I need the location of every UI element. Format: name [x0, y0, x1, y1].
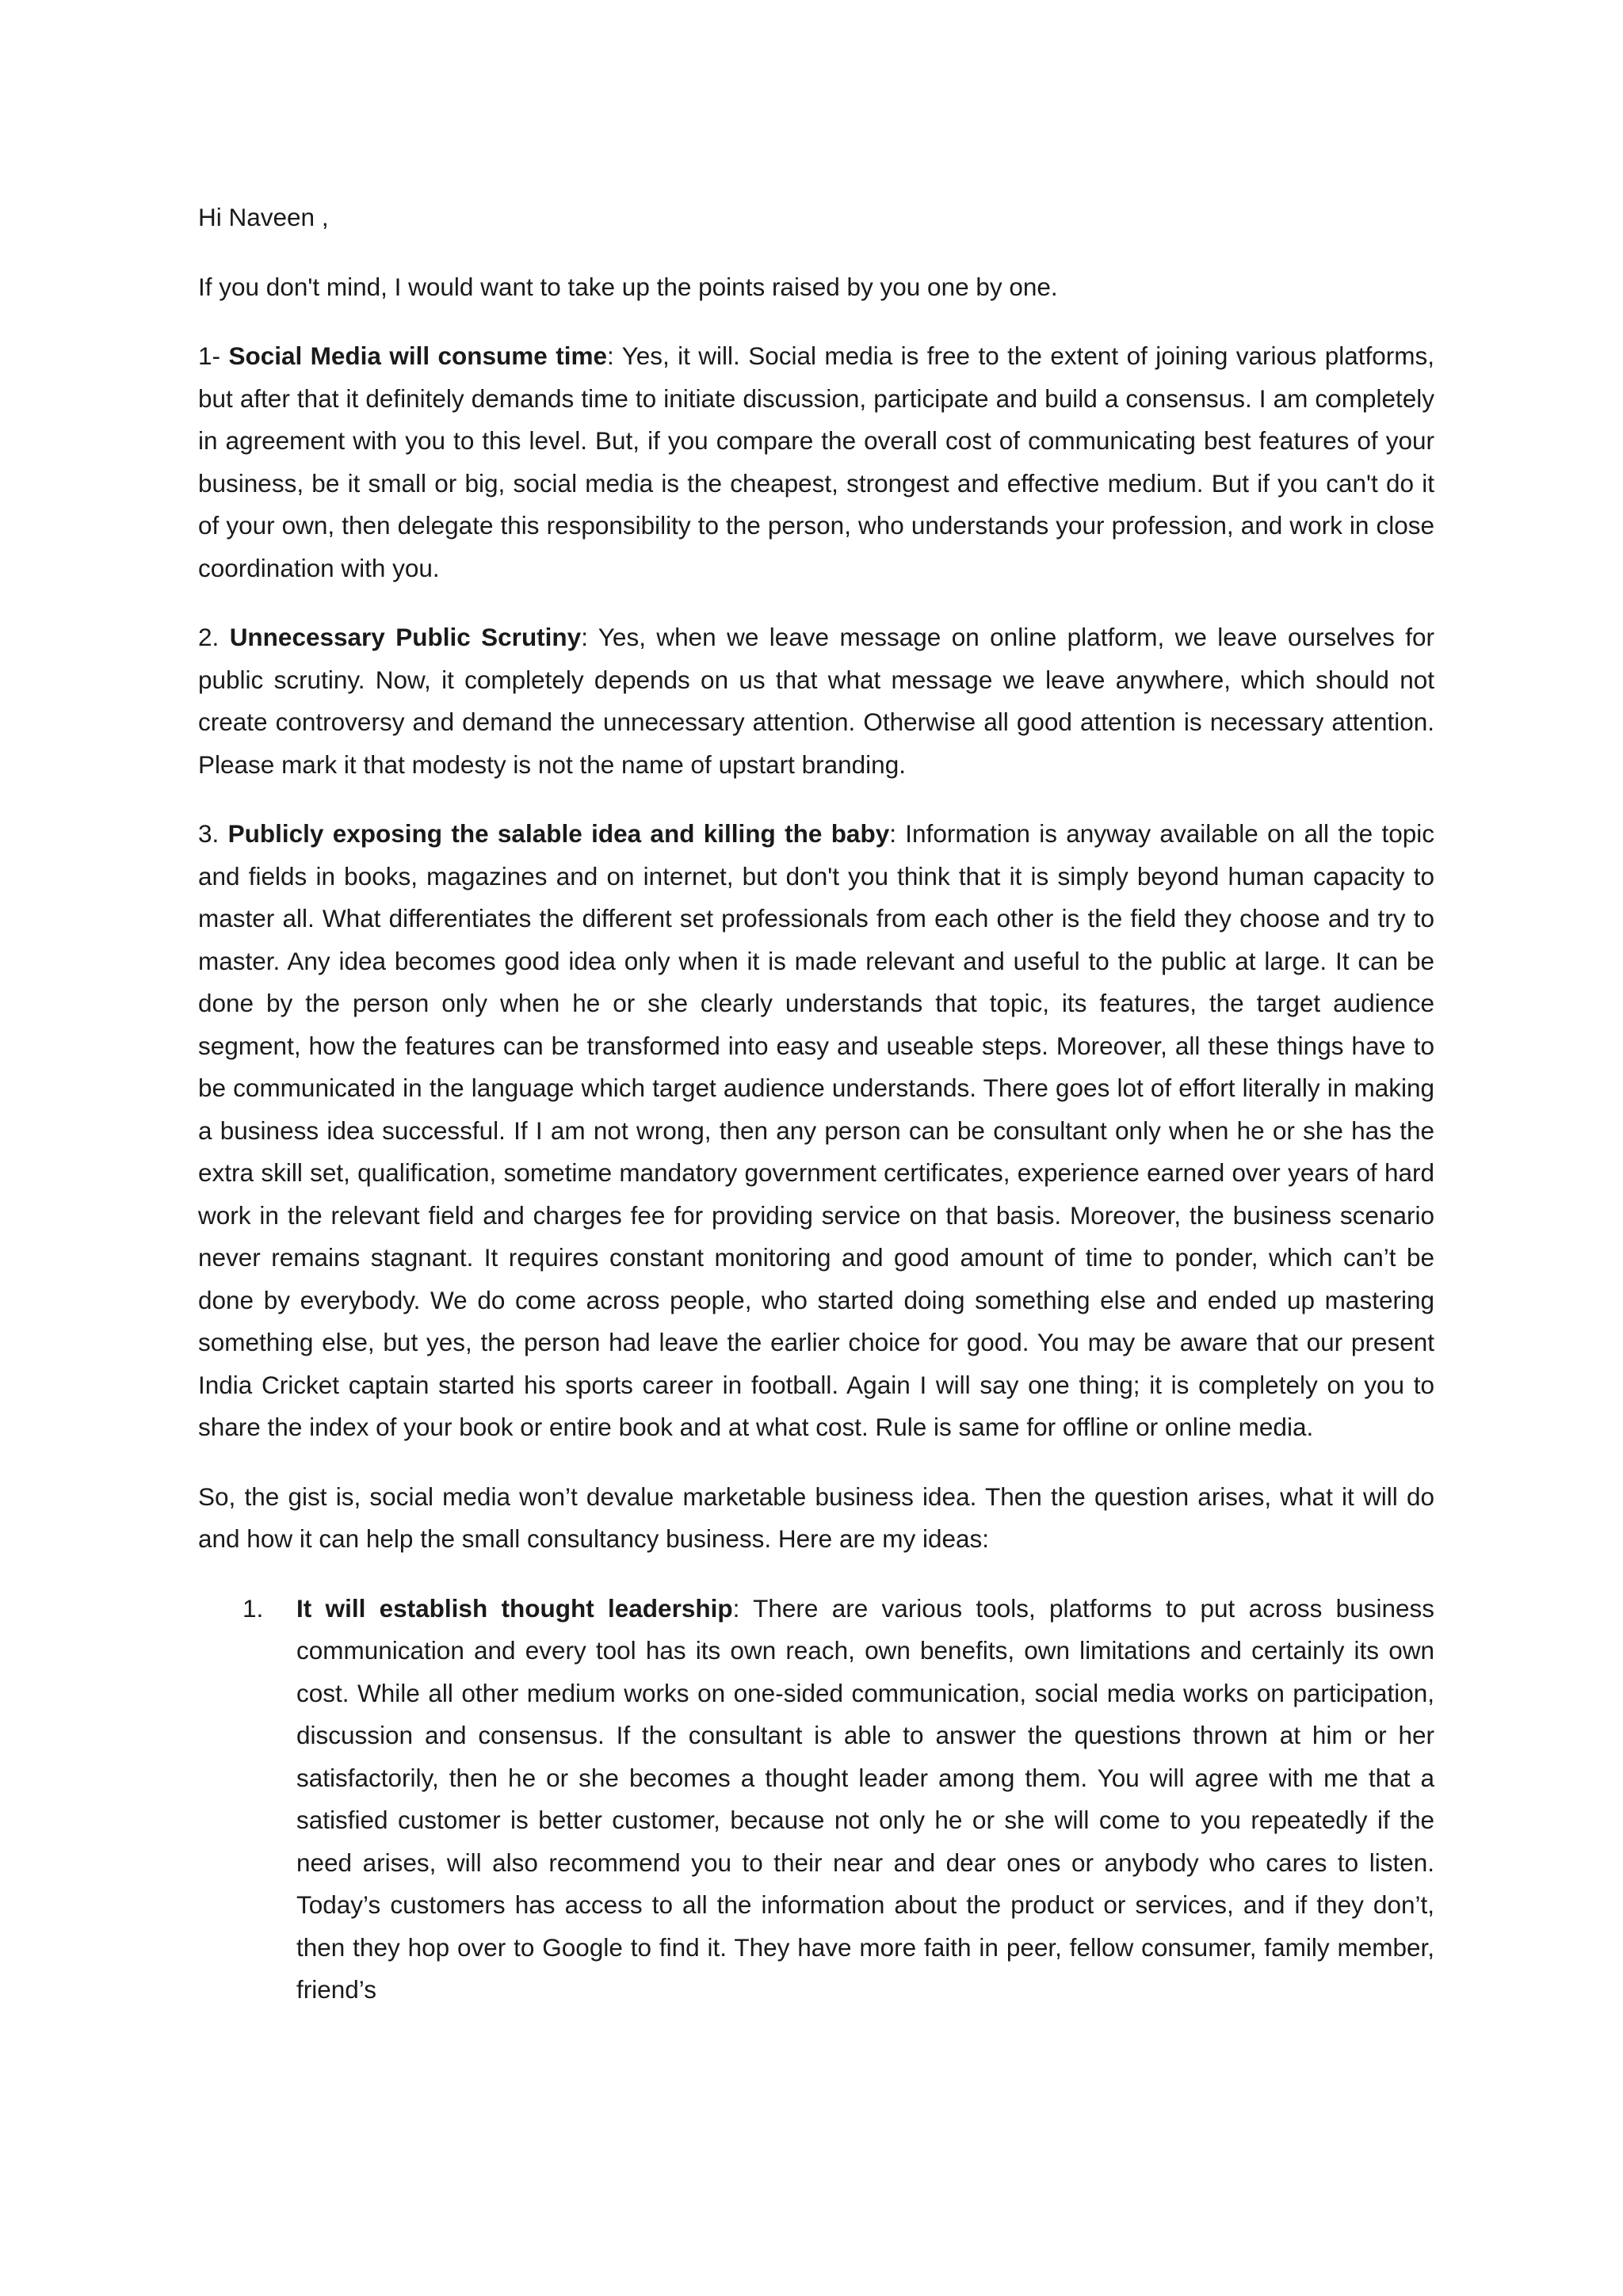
point-prefix: 2. [198, 623, 230, 651]
point-prefix: 1- [198, 341, 229, 370]
point-title: Publicly exposing the salable idea and killing the baby [227, 819, 890, 848]
point-body: : Yes, it will. Social media is free to the extent of joining various platforms, but after that it definitely demands time to initiate discussion, participate and build a consensus. I am completely in agreement with you to this level. But, if you compare the overall cost of communicating best features of your business, be it small or big, social media is the cheapest, strongest and effective medium. But if you can't do it of your own, then delegate this responsibility to the person, who understands your profession, and work in close coordination with you. [198, 341, 1435, 582]
letter-page [198, 196, 1434, 2012]
point-salable-idea [198, 813, 1434, 1449]
point-title: Unnecessary Public Scrutiny [229, 623, 582, 651]
point-body: : Yes, when we leave message on online platform, we leave ourselves for public scrutiny. Now, it completely depends on us that what message we leave anywhere, which should not create controversy and demand the unnecessary attention. Otherwise all good attention is necessary attention. Please mark it that modesty is not the name of upstart branding. [198, 623, 1435, 779]
point-title: Social Media will consume time [228, 341, 607, 370]
intro-paragraph: If you don't mind, I would want to take up the points raised by you one by one. [198, 272, 1058, 301]
ideas-list [198, 1588, 1434, 2012]
idea-title: It will establish thought leadership [296, 1593, 733, 1623]
point-social-media-time [198, 335, 1434, 589]
list-number: 1. [242, 1593, 264, 1623]
idea-body: : There are various tools, platforms to put across business communication and every tool has its own reach, own benefits, own limitations and certainly its own cost. While all other medium works on one-sided communication, social media works on participation, discussion and consensus. If the consultant is able to answer the questions thrown at him or her satisfactorily, then he or she becomes a thought leader among them. You will agree with me that a satisfied customer is better customer, because not only he or she will come to you repeatedly if the need arises, will also recommend you to their near and dear ones or anybody who cares to listen. Today’s customers has access to all the information about the product or services, and if they don’t, then they hop over to Google to find it. They have more faith in peer, fellow consumer, family member, friend’s [296, 1593, 1435, 2004]
point-public-scrutiny [198, 616, 1434, 786]
point-prefix: 3. [198, 819, 228, 848]
summary-paragraph: So, the gist is, social media won’t devalue marketable business idea. Then the question arises, what it will do and how it can help the small consultancy business. Here are my ideas: [198, 1482, 1434, 1553]
point-body: : Information is anyway available on all the topic and fields in books, magazines and on internet, but don't you think that it is simply beyond human capacity to master all. What differentiates the different set professionals from each other is the field they choose and try to master. Any idea becomes good idea only when it is made relevant and useful to the public at large. It can be done by the person only when he or she clearly understands that topic, its features, the target audience segment, how the features can be transformed into easy and useable steps. Moreover, all these things have to be communicated in the language which target audience understands. There goes lot of effort literally in making a business idea successful. If I am not wrong, then any person can be consultant only when he or she has the extra skill set, qualification, sometime mandatory government certificates, experience earned over years of hard work in the relevant field and charges fee for providing service on that basis. Moreover, the business scenario never remains stagnant. It requires constant monitoring and good amount of time to ponder, which can’t be done by everybody. We do come across people, who started doing something else and ended up mastering something else, but yes, the person had leave the earlier choice for good. You may be aware that our present India Cricket captain started his sports career in football. Again I will say one thing; it is completely on you to share the index of your book or entire book and at what cost. Rule is same for offline or online media. [198, 819, 1434, 1441]
greeting: Hi Naveen , [198, 203, 329, 231]
list-item [198, 1588, 1434, 2012]
